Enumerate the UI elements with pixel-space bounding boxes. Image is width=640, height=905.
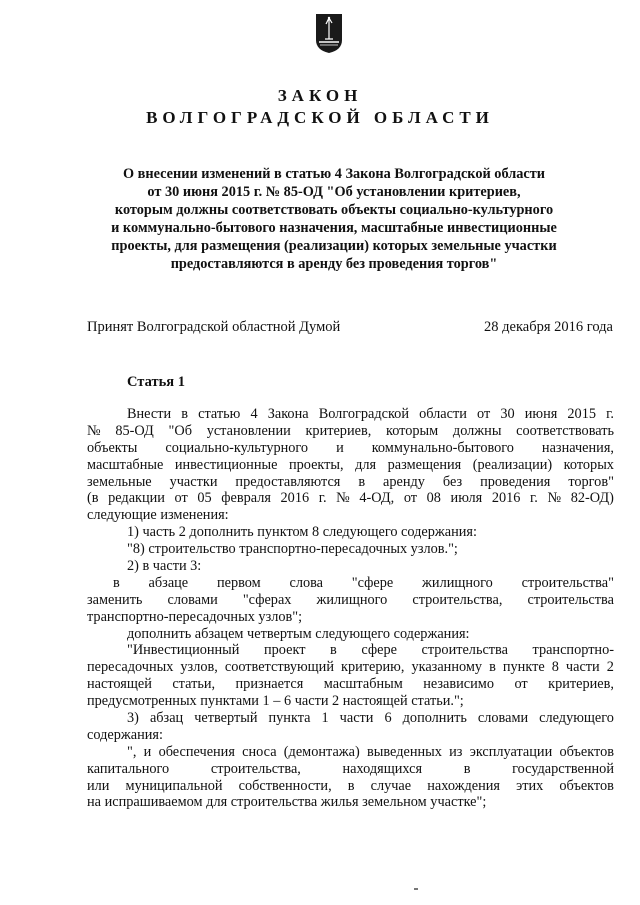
- article-line: настоящей статьи, признается масштабным независимо от критериев,: [87, 676, 614, 693]
- subject-line: которым должны соответствовать объекты социально-культурного: [114, 202, 554, 218]
- article-line: № 85-ОД "Об установлении критериев, которым должны соответствовать: [87, 422, 614, 439]
- law-title: ЗАКОН: [277, 86, 363, 105]
- article-line: объекты социально-культурного и коммунально-бытового назначения,: [87, 439, 614, 456]
- article-line: ", и обеспечения сноса (демонтажа) выведенных из эксплуатации объектов: [127, 743, 614, 760]
- article-line: Внести в статью 4 Закона Волгоградской области от 30 июня 2015 г.: [127, 406, 614, 422]
- article-heading: Статья 1: [127, 374, 185, 390]
- subject-line: от 30 июня 2015 г. № 85-ОД "Об установлении критериев,: [147, 184, 521, 200]
- article-line: предусмотренных пунктами 1 – 6 части 2 настоящей статьи.";: [87, 693, 464, 710]
- article-line: содержания:: [87, 726, 163, 743]
- coat-of-arms-icon: [314, 12, 344, 54]
- article-line: заменить словами "сферах жилищного строительства, строительства: [87, 591, 614, 608]
- article-line: на испрашиваемом для строительства жилья земельном участке";: [87, 794, 487, 811]
- article-line: транспортно-пересадочных узлов";: [87, 608, 303, 625]
- article-line: пересадочных узлов, соответствующий критерию, указанному в пункте 8 части 2: [87, 659, 614, 676]
- page-mark: [414, 888, 418, 890]
- article-line: или муниципальной собственности, в случае нахождения этих объектов: [87, 777, 614, 794]
- adopted-by: Принят Волгоградской областной Думой: [87, 319, 341, 335]
- subject-line: О внесении изменений в статью 4 Закона Волгоградской области: [122, 166, 546, 182]
- article-line: земельные участки предоставляются в аренду без проведения торгов": [87, 473, 614, 490]
- article-line: капитального строительства, находящихся в государственной: [87, 760, 614, 777]
- article-line: "Инвестиционный проект в сфере строительства транспортно-: [127, 642, 614, 659]
- article-line: следующие изменения:: [87, 507, 229, 524]
- article-line: масштабные инвестиционные проекты, для размещения (реализации) которых: [87, 456, 614, 473]
- article-body: [87, 406, 614, 811]
- subject-line: проекты, для размещения (реализации) которых земельные участки: [111, 238, 557, 254]
- subject-line: предоставляются в аренду без проведения торгов": [170, 256, 498, 272]
- subject-line: и коммунально-бытового назначения, масштабные инвестиционные: [111, 220, 557, 236]
- article-line: 1) часть 2 дополнить пунктом 8 следующего содержания:: [127, 524, 477, 541]
- adoption-date: 28 декабря 2016 года: [484, 319, 613, 335]
- article-line: (в редакции от 05 февраля 2016 г. № 4-ОД, от 08 июля 2016 г. № 82-ОД): [87, 490, 614, 507]
- region-title: ВОЛГОГРАДСКОЙ ОБЛАСТИ: [146, 108, 494, 127]
- article-line: "8) строительство транспортно-пересадочных узлов.";: [127, 541, 458, 558]
- article-line: в абзаце первом слова "сфере жилищного строительства": [113, 574, 614, 591]
- article-line: 3) абзац четвертый пункта 1 части 6 дополнить словами следующего: [127, 710, 614, 727]
- law-subject: [96, 165, 572, 273]
- article-line: дополнить абзацем четвертым следующего содержания:: [127, 625, 470, 642]
- article-line: 2) в части 3:: [127, 558, 202, 575]
